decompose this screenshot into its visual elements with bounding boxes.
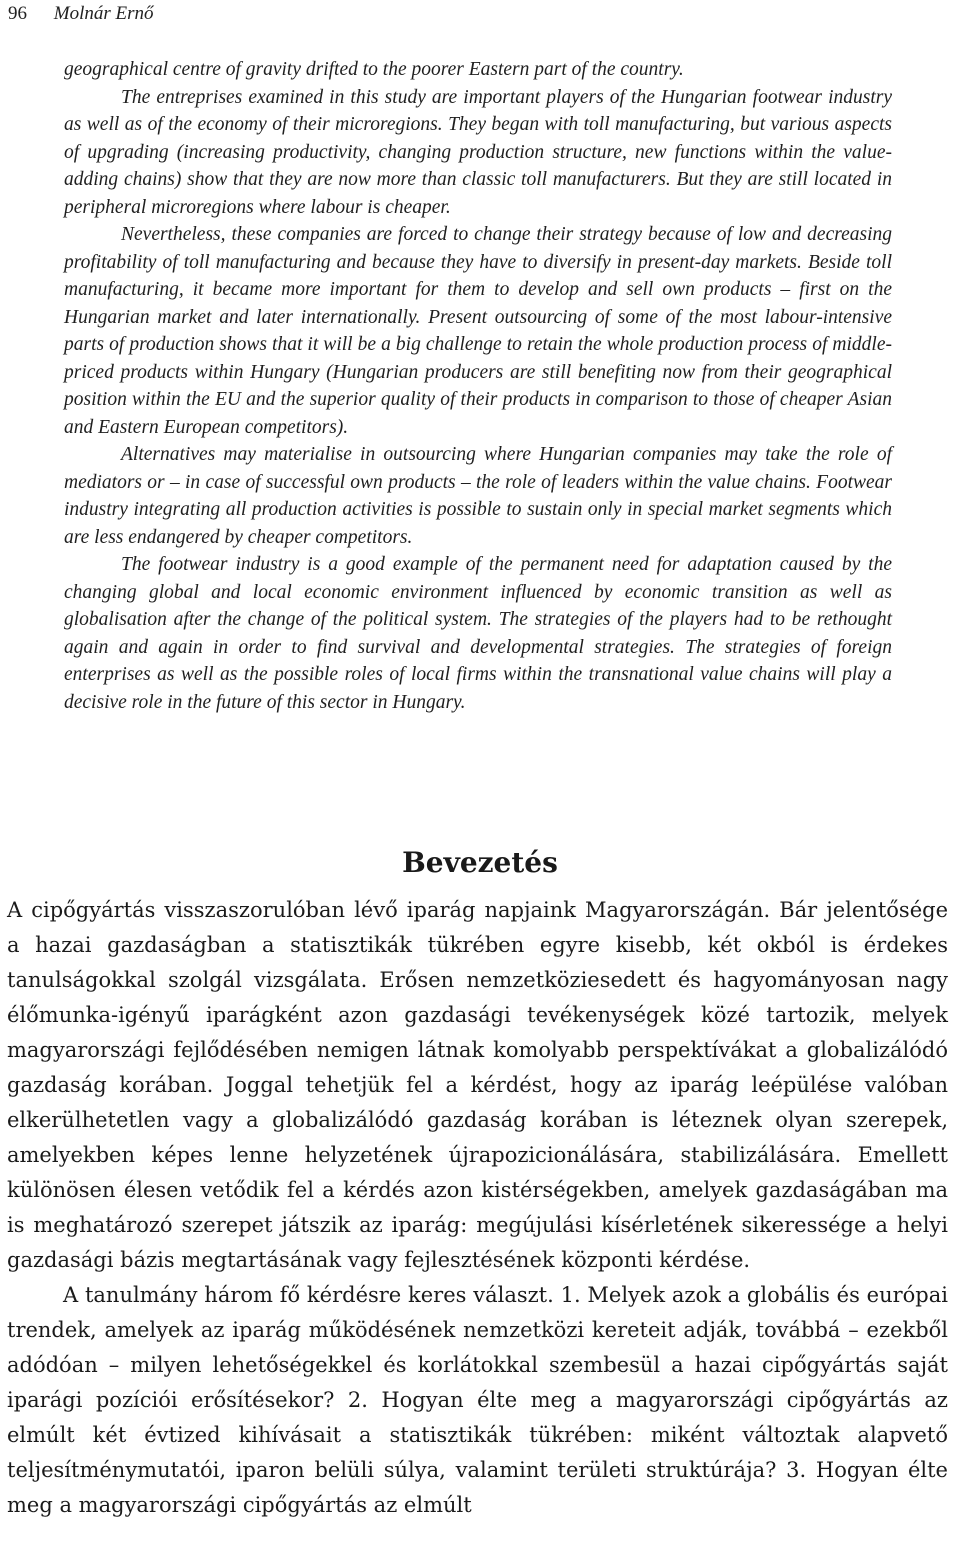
body-text	[7, 893, 948, 1523]
summary-paragraph: The footwear industry is a good example of the permanent need for adaptation caused by the changing global and local economic environment influenced by economic transition as well as globalisation after the change of the political system. The strategies of the players had to be rethought again and again in order to find survival and developmental strategies. The strategies of foreign enterprises as well as the possible roles of local firms within the transnational value chains will play a decisive role in the future of this sector in Hungary.	[64, 554, 892, 713]
body-paragraph: A tanulmány három fő kérdésre keres választ. 1. Melyek azok a globális és európai trendek, amelyek az iparág működésének nemzetközi kereteit adják, továbbá – ezekből adódóan – milyen lehetőségekkel és korlátokkal szembesül a hazai cipőgyártás saját iparági pozíciói erősítésekor? 2. Hogyan élte meg a magyarországi cipőgyártás az elmúlt két évtized kihívásait a statisztikák tükrében: miként változtak alapvető teljesítménymutatói, iparon belüli súlya, valamint területi struktúrája? 3. Hogyan élte meg a magyarországi cipőgyártás az elmúlt	[7, 1283, 948, 1517]
body-paragraph: A cipőgyártás visszaszorulóban lévő iparág napjaink Magyarországán. Bár jelentősége a hazai gazdaságban a statisztikák tükrében egyre kisebb, két okból is érdekes tanulságokkal szolgál vizsgálata. Erősen nemzetköziesedett és hagyományosan nagy élőmunka-igényű iparágként azon gazdasági tevékenységek közé tartozik, melyek magyarországi fejlődésében nemigen látnak komolyabb perspektívákat a globalizálódó gazdaság korában. Joggal tehetjük fel a kérdést, hogy az iparág leépülése valóban elkerülhetetlen vagy a globalizálódó gazdaság korában is léteznek olyan szerepek, amelyekben képes lenne helyzetének újrapozicionálására, stabilizálására. Emellett különösen élesen vetődik fel a kérdés azon kistérségekben, amelyek gazdaságában ma is meghatározó szerepet játszik az iparág: megújulási kísérletének sikeressége a helyi gazdasági bázis megtartásának vagy fejlesztésének központi kérdése.	[7, 898, 948, 1272]
summary-paragraph: The entreprises examined in this study are important players of the Hungarian footwear industry as well as of the economy of their microregions. They began with toll manufacturing, but various aspects of upgrading (increasing productivity, changing production structure, new functions within the value-adding chains) show that they are now more than classic toll manufacturers. But they are still located in peripheral microregions where labour is cheaper.	[64, 86, 892, 218]
summary-paragraph: Nevertheless, these companies are forced to change their strategy because of low and decreasing profitability of toll manufacturing and because they have to diversify in present-day markets. Beside toll manufacturing, it became more important for them to develop and sell own products – first on the Hungarian market and later internationally. Present outsourcing of some of the most labour-intensive parts of production shows that it will be a big challenge to retain the whole production process of middle-priced products within Hungary (Hungarian producers are still benefiting now from their geographical position within the EU and the superior quality of their products in comparison to those of cheaper Asian and Eastern European competitors).	[64, 224, 892, 438]
page-number: 96	[8, 3, 27, 24]
running-author: Molnár Ernő	[53, 3, 154, 24]
summary-paragraph: geographical centre of gravity drifted to the poorer Eastern part of the country.	[64, 59, 684, 80]
section-heading: Bevezetés	[402, 846, 558, 880]
running-header	[8, 2, 154, 26]
english-summary	[64, 56, 892, 716]
summary-paragraph: Alternatives may materialise in outsourcing where Hungarian companies may take the role of mediators or – in case of successful own products – the role of leaders within the value chains. Footwear industry integrating all production activities is possible to sustain only in special market segments which are less endangered by cheaper competitors.	[64, 444, 892, 548]
